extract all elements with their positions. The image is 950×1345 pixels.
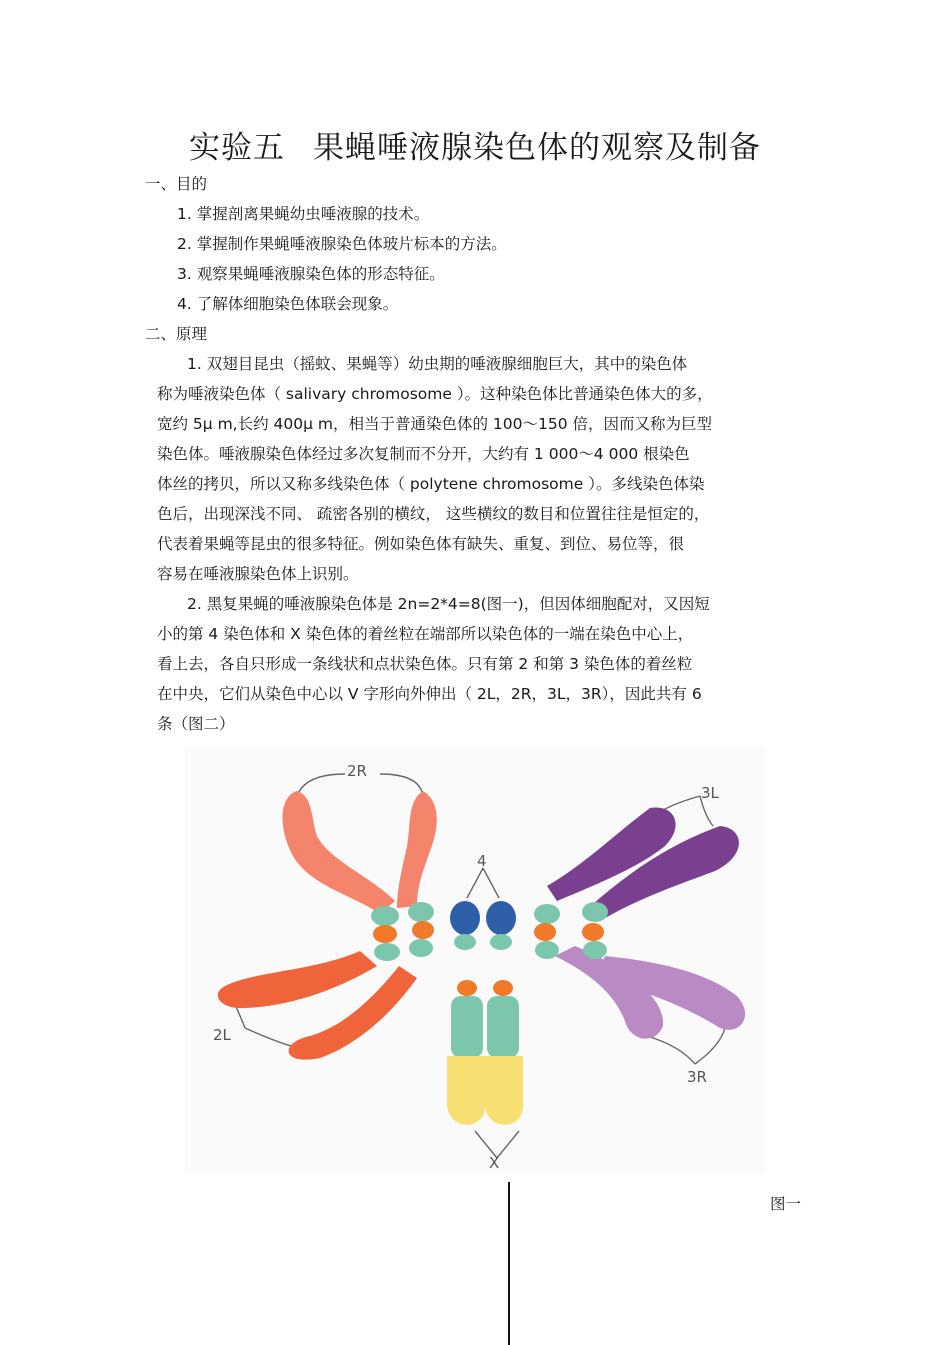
chromosome-band [409, 939, 433, 957]
principle-line: 看上去，各自只形成一条线状和点状染色体。只有第 2 和第 3 染色体的着丝粒 [157, 655, 693, 673]
chromosome-band [490, 934, 512, 950]
leader-line-4 [483, 868, 499, 898]
principle-line: 在中央，它们从染色中心以 V 字形向外伸出（ 2L，2R，3L，3R），因此共有 6 [157, 685, 702, 703]
page-title [0, 122, 950, 167]
principle-line: 色后，出现深浅不同、 疏密各别的横纹， 这些横纹的数目和位置往往是恒定的， [157, 505, 710, 523]
centromere [582, 923, 604, 941]
purpose-item: 1. 掌握剖离果蝇幼虫唾液腺的技术。 [177, 205, 430, 223]
principle-line: 条（图二） [157, 715, 235, 733]
chromosome-band [487, 996, 519, 1058]
leader-line-3R [647, 1036, 695, 1064]
chromosome-X-right [485, 1056, 523, 1125]
chromosome-4-right [486, 901, 516, 935]
divider-line [508, 1182, 510, 1345]
principle-line: 染色体。唾液腺染色体经过多次复制而不分开，大约有 1 000～4 000 根染色 [157, 445, 690, 463]
label-2L: 2L [213, 1026, 231, 1044]
chromosome-band [451, 996, 483, 1058]
principle-line: 2. 黑复果蝇的唾液腺染色体是 2n=2*4=8(图一)，但因体细胞配对，又因短 [187, 595, 710, 613]
chromosome-X-left [447, 1056, 485, 1125]
chromosome-band [583, 941, 607, 959]
leader-line-2R [297, 774, 345, 796]
figure-caption: 图一 [770, 1195, 802, 1213]
chromosome-arm-2R [397, 791, 437, 908]
principle-line: 代表着果蝇等昆虫的很多特征。例如染色体有缺失、重复、到位、易位等，很 [157, 535, 685, 553]
chromosome-band [371, 906, 399, 926]
principle-line: 1. 双翅目昆虫（摇蚊、果蝇等）幼虫期的唾液腺细胞巨大，其中的染色体 [187, 355, 688, 373]
centromere [412, 921, 434, 939]
section-heading-principle: 二、原理 [145, 325, 208, 343]
principle-line: 小的第 4 染色体和 X 染色体的着丝粒在端部所以染色体的一端在染色中心上， [157, 625, 694, 643]
label-3R: 3R [687, 1068, 707, 1086]
leader-line-3R [695, 1028, 725, 1064]
title-part1: 实验五 [189, 130, 285, 166]
chromosome-arm-2L [218, 951, 377, 1008]
centromere [534, 923, 556, 941]
chromosome-4 [450, 901, 516, 950]
title-part2: 果蝇唾液腺染色体的观察及制备 [313, 130, 761, 166]
purpose-item: 2. 掌握制作果蝇唾液腺染色体玻片标本的方法。 [177, 235, 507, 253]
chromosome-band [374, 943, 400, 961]
label-3L: 3L [701, 784, 719, 802]
leader-line-X [497, 1131, 519, 1158]
leader-line-4 [467, 868, 483, 898]
chromosome-band [535, 941, 559, 959]
purpose-item: 4. 了解体细胞染色体联会现象。 [177, 295, 399, 313]
chromosome-arm-2R [282, 791, 395, 914]
chromosome-band [582, 902, 608, 922]
centromere [457, 980, 477, 996]
label-4: 4 [477, 852, 487, 870]
purpose-item: 3. 观察果蝇唾液腺染色体的形态特征。 [177, 265, 445, 283]
chromosome-band [454, 934, 476, 950]
chromosome-figure [185, 746, 765, 1174]
principle-line: 容易在唾液腺染色体上识别。 [157, 565, 359, 583]
section-heading-purpose: 一、目的 [145, 175, 208, 193]
chromosome-band [408, 902, 434, 922]
centromere [373, 925, 397, 943]
chromosome-4-left [450, 901, 480, 935]
chromosome-band [534, 904, 560, 924]
chromosome-X [447, 980, 523, 1125]
principle-line: 宽约 5μ m,长约 400μ m，相当于普通染色体的 100～150 倍，因而又称为巨型 [157, 415, 713, 433]
leader-line-2R [380, 774, 423, 796]
principle-line: 体丝的拷贝，所以又称多线染色体（ polytene chromosome ）。多线染色体染 [157, 475, 705, 493]
label-X: X [489, 1154, 500, 1172]
chromosome-diagram [185, 746, 765, 1174]
principle-line: 称为唾液染色体（ salivary chromosome ）。这种染色体比普通染色体大的多， [157, 385, 713, 403]
centromere [493, 980, 513, 996]
label-2R: 2R [347, 762, 367, 780]
